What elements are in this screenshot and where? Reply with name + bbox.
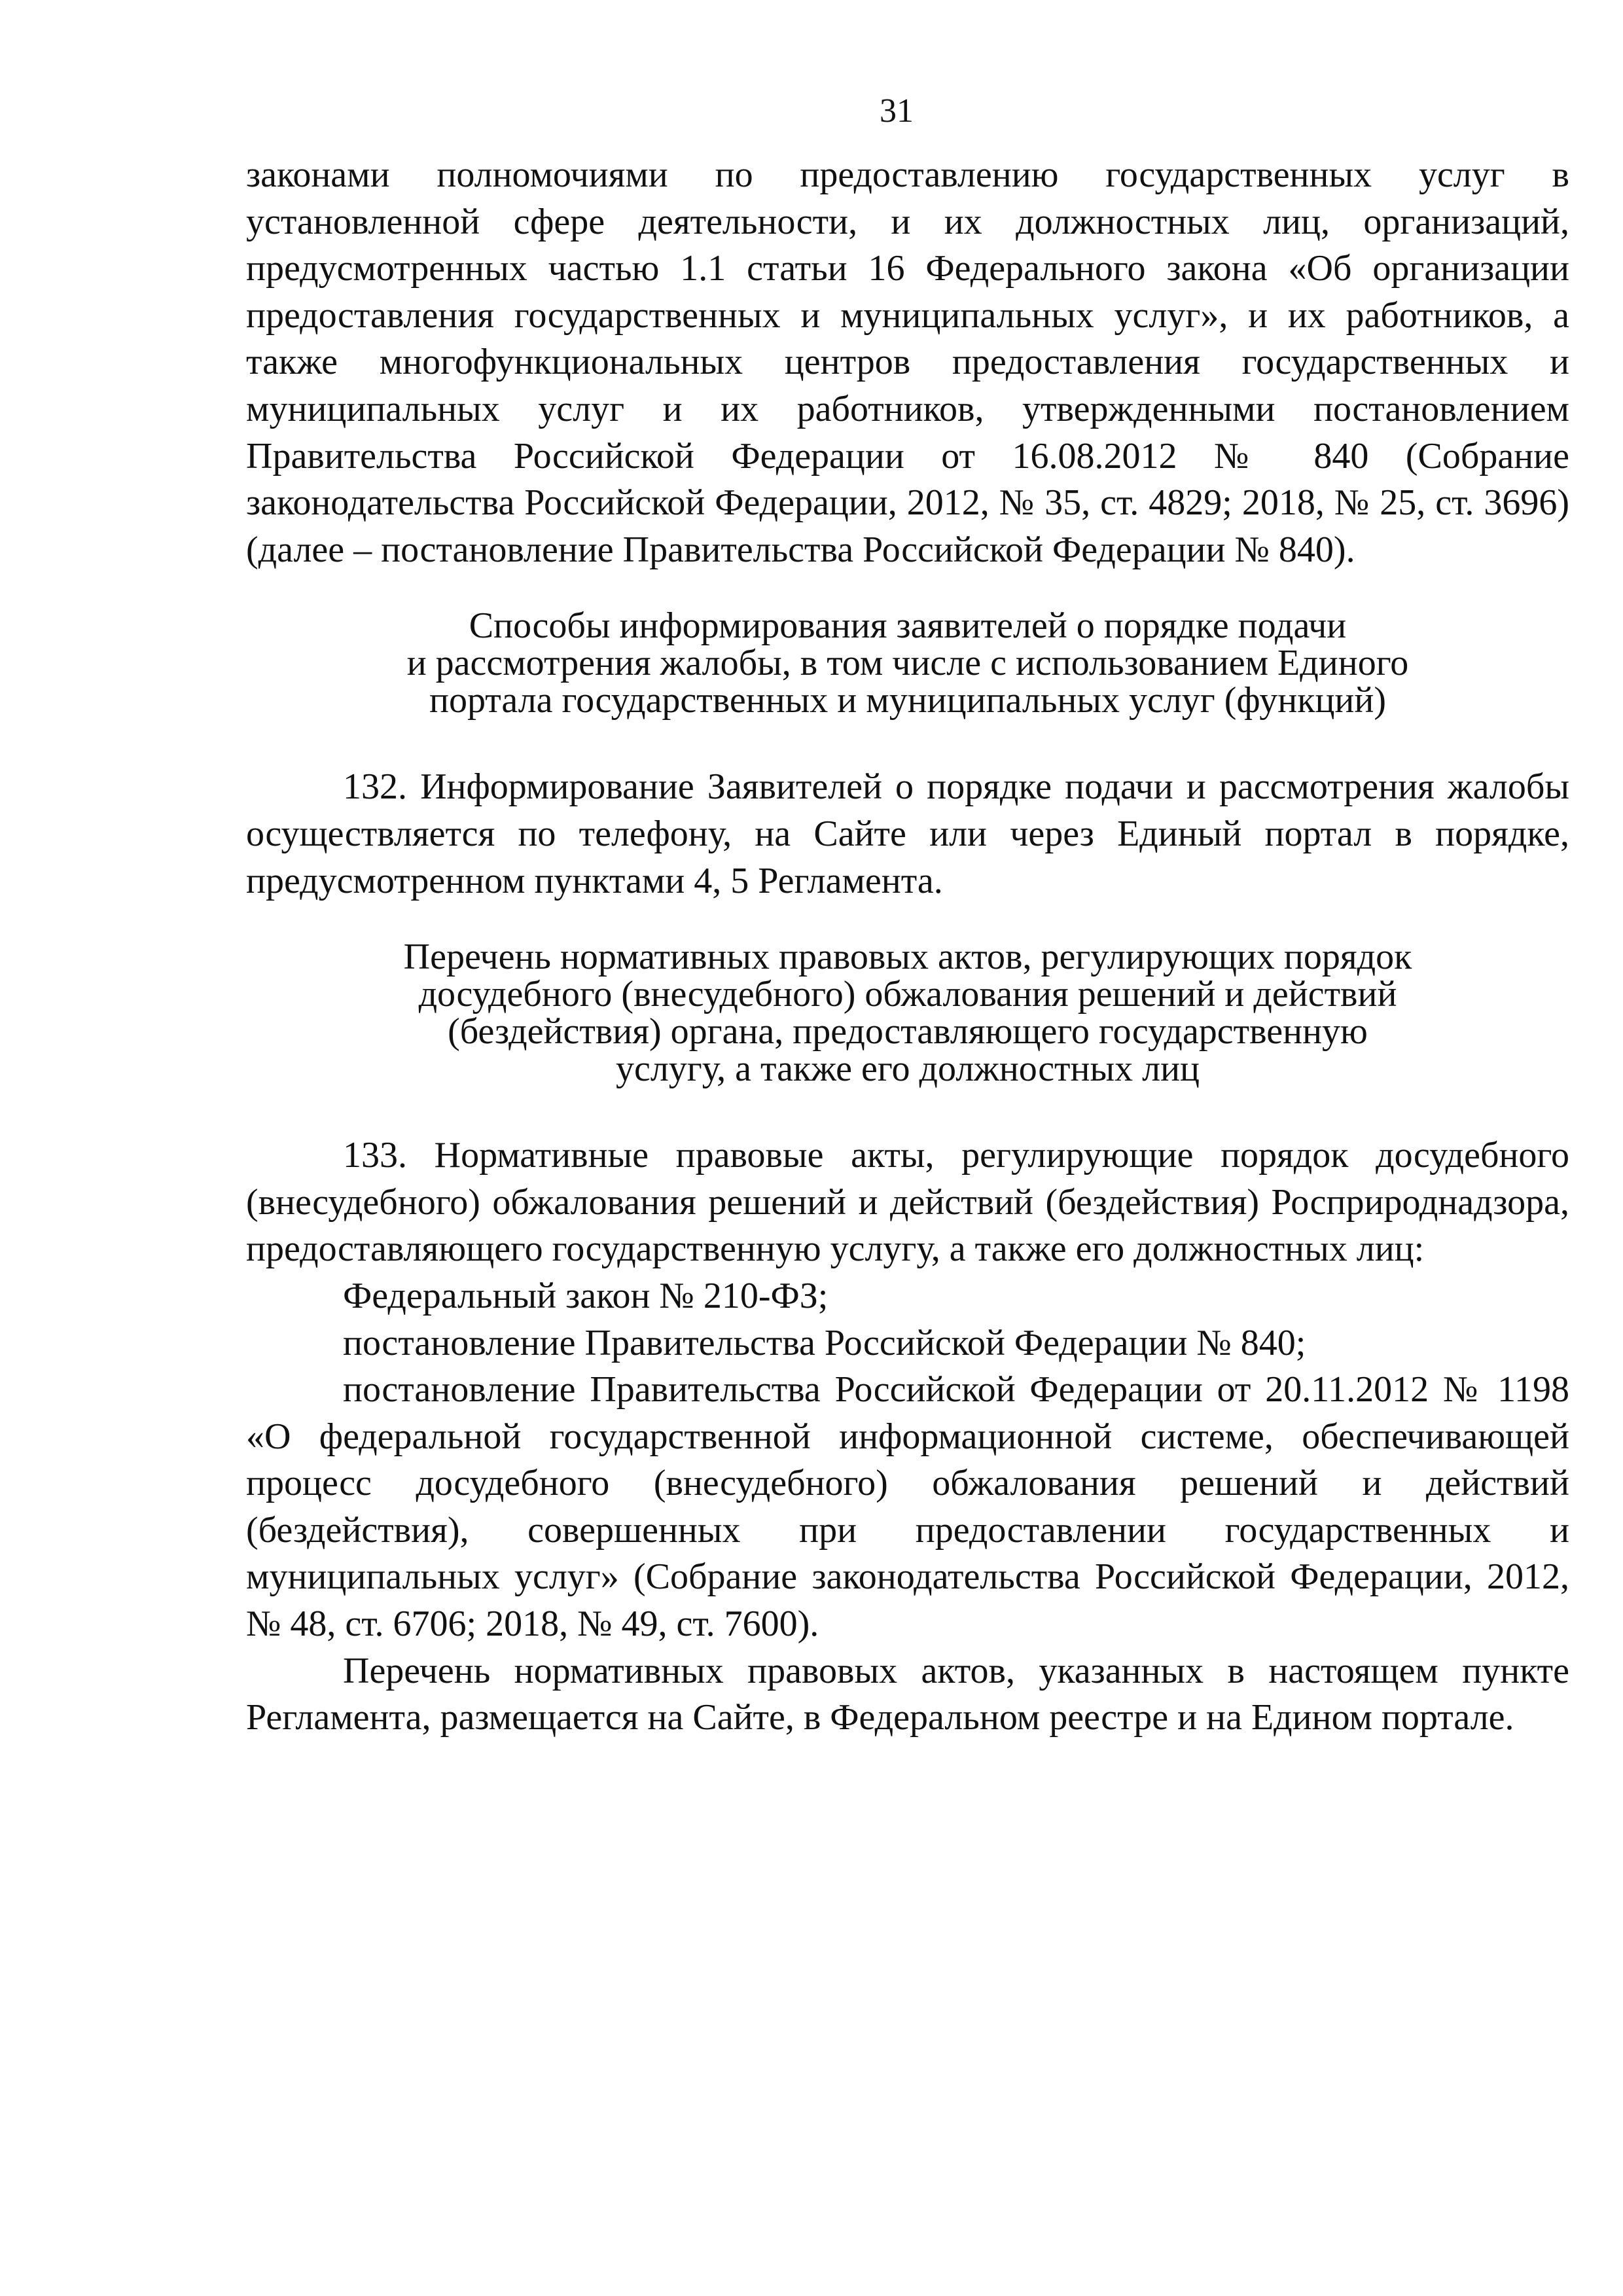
page-number: 31	[880, 92, 914, 130]
spacer	[246, 905, 1569, 939]
list-item-resolution-840: постановление Правительства Российской Федерации № 840;	[343, 1322, 1306, 1363]
spacer	[246, 573, 1569, 607]
heading-line: Перечень нормативных правовых актов, регулирующих порядок	[403, 937, 1412, 978]
heading-line: и рассмотрения жалобы, в том числе с использованием Единого	[406, 643, 1409, 684]
spacer	[246, 1088, 1569, 1132]
heading-line: услугу, а также его должностных лиц	[615, 1049, 1200, 1090]
heading-line: портала государственных и муниципальных услуг (функций)	[429, 680, 1386, 721]
closing-paragraph: Перечень нормативных правовых актов, указанных в настоящем пункте Регламента, размещается на Сайте, в Федеральном реестре и на Едином портале.	[246, 1650, 1569, 1738]
spacer	[246, 719, 1569, 764]
heading-line: Способы информирования заявителей о порядке подачи	[469, 605, 1347, 647]
section-heading-complaint-info	[246, 607, 1569, 719]
section-heading-normative-acts	[246, 939, 1569, 1088]
paragraph-133: 133. Нормативные правовые акты, регулирующие порядок досудебного (внесудебного) обжалования решений и действий (бездействия) Росприроднадзора, предоставляющего государственную услугу, а также его должностных лиц:	[246, 1135, 1569, 1270]
list-item-resolution-1198: постановление Правительства Российской Федерации от 20.11.2012 № 1198 «О федеральной государственной информационной системе, обеспечивающей процесс досудебного (внесудебного) обжалования решений и действий (бездействия), совершенных при предоставлении государственных и муниципальных услуг» (Собрание законодательства Российской Федерации, 2012, № 48, ст. 6706; 2018, № 49, ст. 7600).	[246, 1369, 1569, 1645]
list-item-federal-law: Федеральный закон № 210-ФЗ;	[343, 1275, 829, 1316]
heading-line: досудебного (внесудебного) обжалования решений и действий	[418, 974, 1397, 1015]
paragraph-132: 132. Информирование Заявителей о порядке подачи и рассмотрения жалобы осуществляется по телефону, на Сайте или через Единый портал в порядке, предусмотренном пунктами 4, 5 Регламента.	[246, 766, 1569, 901]
heading-line: (бездействия) органа, предоставляющего государственную	[448, 1011, 1368, 1052]
document-body	[246, 152, 1569, 1742]
intro-paragraph: законами полномочиями по предоставлению государственных услуг в установленной сфере деятельности, и их должностных лиц, организаций, предусмотренных частью 1.1 статьи 16 Федерального закона «Об организации предоставления государственных и муниципальных услуг», и их работников, а также многофункциональных центров предоставления государственных и муниципальных услуг и их работников, утвержденными постановлением Правительства Российской Федерации от 16.08.2012 № 840 (Собрание законодательства Российской Федерации, 2012, № 35, ст. 4829; 2018, № 25, ст. 3696) (далее – постановление Правительства Российской Федерации № 840).	[246, 154, 1569, 570]
